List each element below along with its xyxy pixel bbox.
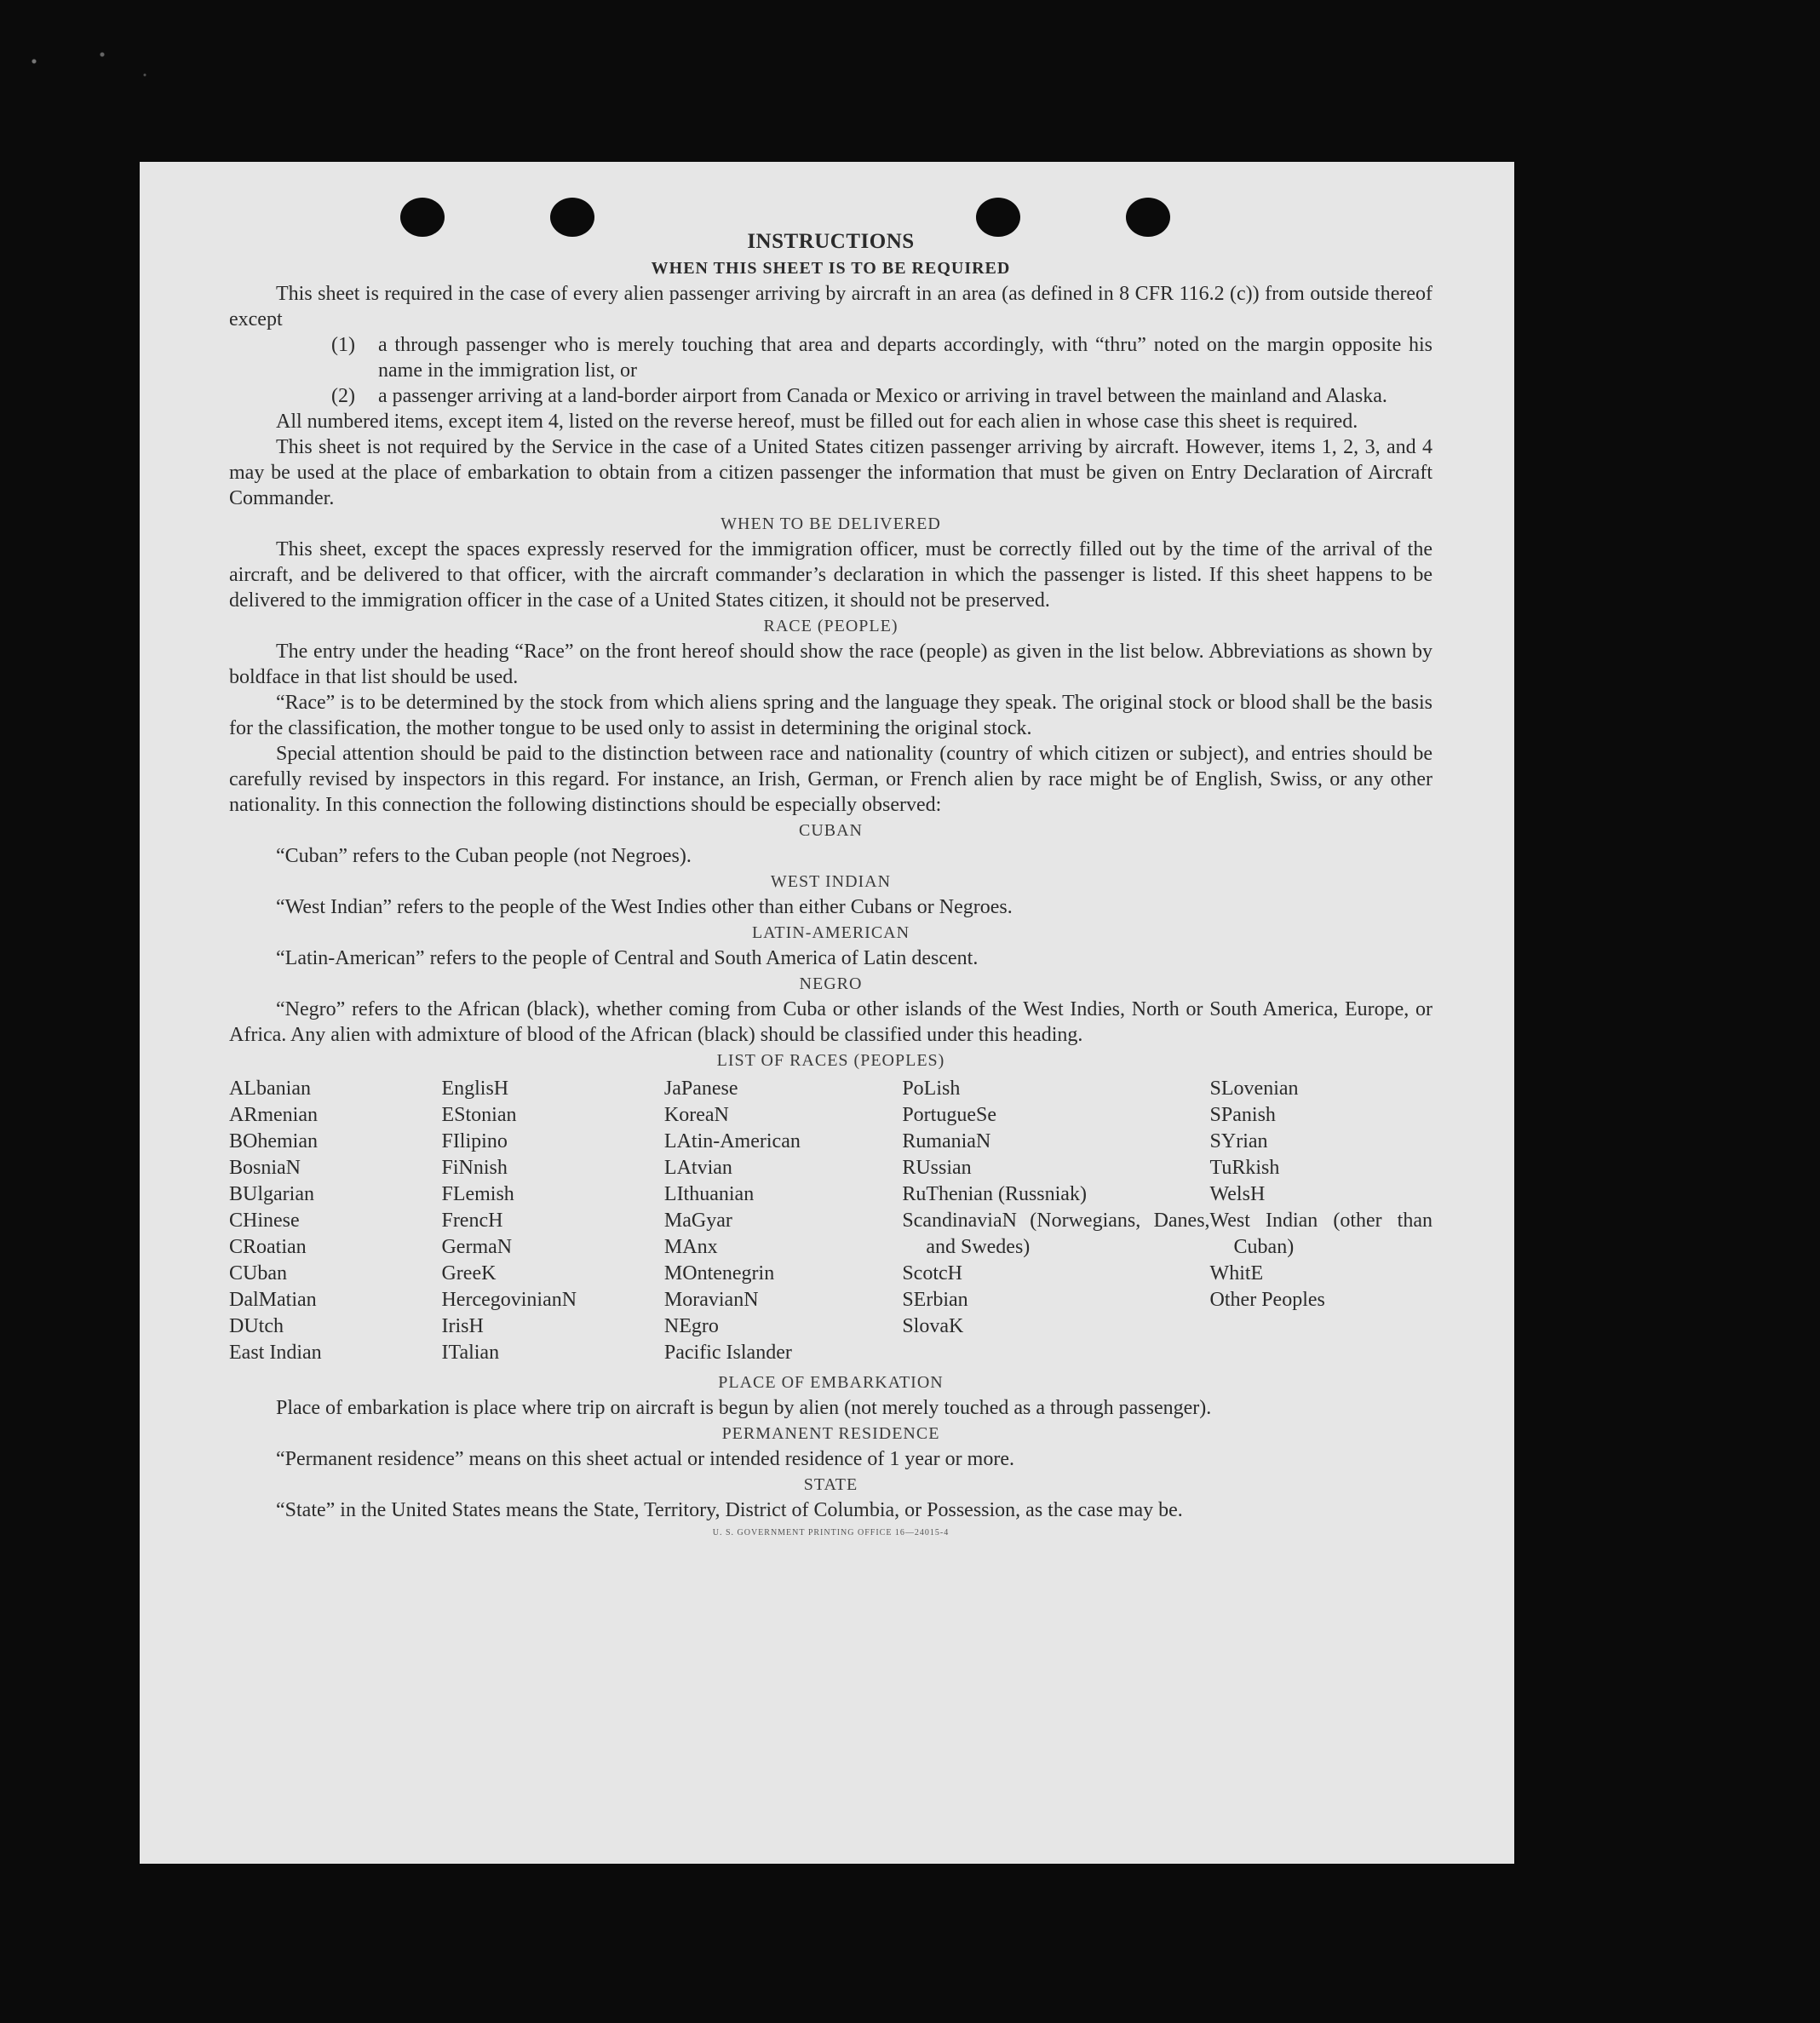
instructions-sheet bbox=[140, 162, 1514, 1864]
section-heading-west-indian: WEST INDIAN bbox=[770, 872, 892, 891]
race-item: West Indian (other than Cuban) bbox=[1209, 1210, 1432, 1258]
races-list bbox=[229, 1076, 1432, 1366]
race-item: KoreaN bbox=[663, 1104, 729, 1126]
citizen-paragraph: This sheet is not required by the Service in the case of a United States citizen passenger arriving by aircraft. However, items 1, 2, 3, and 4 may be used at the place of embarkation to obtain from a citizen passenger the information that must be given on Entry Declaration of Aircraft Commander. bbox=[229, 436, 1432, 509]
race-item: CHinese bbox=[229, 1210, 300, 1232]
races-column bbox=[229, 1076, 441, 1366]
races-column bbox=[902, 1076, 1209, 1366]
race-item: FiNnish bbox=[441, 1157, 508, 1179]
race-item: SLovenian bbox=[1209, 1078, 1299, 1100]
section-heading-latin-american: LATIN-AMERICAN bbox=[751, 923, 910, 942]
when-required-intro: This sheet is required in the case of every alien passenger arriving by aircraft in an area (as defined in 8 CFR 116.2 (c)) from outside thereof except bbox=[229, 283, 1432, 330]
section-heading-when-required: WHEN THIS SHEET IS TO BE REQUIRED bbox=[651, 259, 1011, 278]
race-item: LAtin-American bbox=[663, 1130, 801, 1152]
race-item: FIlipino bbox=[441, 1130, 508, 1152]
race-item: GreeK bbox=[441, 1262, 497, 1284]
exception-item bbox=[229, 332, 1432, 383]
state-paragraph: “State” in the United States means the State, Territory, District of Columbia, or Possession, as the case may be. bbox=[276, 1499, 1183, 1521]
race-item: BOhemian bbox=[229, 1130, 318, 1152]
numbered-items-paragraph: All numbered items, except item 4, listed on the reverse hereof, must be filled out for each alien in whose case this sheet is required. bbox=[276, 411, 1358, 433]
race-item: FrencH bbox=[441, 1210, 503, 1232]
race-item: RuThenian (Russniak) bbox=[902, 1183, 1087, 1205]
race-item: East Indian bbox=[229, 1342, 322, 1364]
races-column bbox=[1210, 1076, 1432, 1366]
section-heading-negro: NEGRO bbox=[799, 974, 863, 993]
races-column bbox=[664, 1076, 902, 1366]
race-item: SErbian bbox=[902, 1289, 968, 1311]
section-heading-state: STATE bbox=[803, 1475, 858, 1494]
race-item: WhitE bbox=[1209, 1262, 1264, 1284]
race-item: RumaniaN bbox=[902, 1130, 991, 1152]
when-delivered-paragraph: This sheet, except the spaces expressly reserved for the immigration officer, must be correctly filled out by the time of the arrival of the aircraft, and be delivered to that officer, with the aircraft commander’s declaration in which the passenger is listed. If this sheet happens to be delivered to the immigration officer in the case of a United States citizen, it should not be preserved. bbox=[229, 538, 1432, 612]
exception-text: a through passenger who is merely touching that area and departs accordingly, with “thru” noted on the margin opposite his name in the immigration list, or bbox=[378, 334, 1432, 382]
race-item: LIthuanian bbox=[663, 1183, 755, 1205]
race-item: SPanish bbox=[1209, 1104, 1276, 1126]
race-item: EStonian bbox=[441, 1104, 517, 1126]
race-item: DUtch bbox=[229, 1315, 284, 1337]
race-item: BUlgarian bbox=[229, 1183, 314, 1205]
race-item: CUban bbox=[229, 1262, 287, 1284]
residence-paragraph: “Permanent residence” means on this sheet actual or intended residence of 1 year or more. bbox=[276, 1448, 1014, 1470]
race-item: CRoatian bbox=[229, 1236, 307, 1258]
scan-artifacts bbox=[0, 34, 170, 102]
section-heading-embarkation: PLACE OF EMBARKATION bbox=[718, 1373, 944, 1392]
punch-hole bbox=[1126, 198, 1170, 237]
race-paragraph-3: Special attention should be paid to the distinction between race and nationality (country of which citizen or subject), and entries should be carefully revised by inspectors in this regard. For instance, an Irish, German, or French alien by race might be of English, Swiss, or any other nationality. In this connection the following distinctions should be especially observed: bbox=[229, 743, 1432, 816]
race-item: ScotcH bbox=[902, 1262, 962, 1284]
embarkation-paragraph: Place of embarkation is place where trip on aircraft is begun by alien (not merely touched as a through passenger). bbox=[276, 1397, 1212, 1419]
races-column bbox=[441, 1076, 663, 1366]
race-item: ScandinaviaN (Norwegians, Danes, and Swedes) bbox=[902, 1210, 1210, 1258]
section-heading-race: RACE (PEOPLE) bbox=[763, 617, 899, 635]
race-item: MaGyar bbox=[663, 1210, 732, 1232]
race-item: TuRkish bbox=[1209, 1157, 1280, 1179]
page-title: INSTRUCTIONS bbox=[747, 230, 915, 253]
exception-number: (1) bbox=[331, 334, 355, 356]
race-item: ALbanian bbox=[229, 1078, 311, 1100]
exception-text: a passenger arriving at a land-border airport from Canada or Mexico or arriving in travel between the mainland and Alaska. bbox=[378, 385, 1387, 407]
race-item: MOntenegrin bbox=[663, 1262, 775, 1284]
race-item: EnglisH bbox=[441, 1078, 509, 1100]
race-paragraph-2: “Race” is to be determined by the stock from which aliens spring and the language they speak. The original stock or blood shall be the basis for the classification, the mother tongue to be used only to assist in determining the original stock. bbox=[229, 692, 1432, 739]
punch-hole bbox=[976, 198, 1020, 237]
race-item: Other Peoples bbox=[1209, 1289, 1325, 1311]
race-item: ITalian bbox=[441, 1342, 500, 1364]
race-item: Pacific Islander bbox=[663, 1342, 792, 1364]
race-item: LAtvian bbox=[663, 1157, 732, 1179]
section-heading-when-delivered: WHEN TO BE DELIVERED bbox=[721, 514, 941, 533]
race-item: PortugueSe bbox=[902, 1104, 996, 1126]
west-indian-paragraph: “West Indian” refers to the people of the West Indies other than either Cubans or Negroes. bbox=[276, 896, 1013, 918]
race-item: DalMatian bbox=[229, 1289, 317, 1311]
section-heading-permanent-residence: PERMANENT RESIDENCE bbox=[721, 1424, 940, 1443]
race-item: RUssian bbox=[902, 1157, 972, 1179]
latin-american-paragraph: “Latin-American” refers to the people of Central and South America of Latin descent. bbox=[276, 947, 979, 969]
exception-number: (2) bbox=[331, 385, 355, 407]
race-item: PoLish bbox=[902, 1078, 961, 1100]
race-item: IrisH bbox=[441, 1315, 484, 1337]
punch-hole bbox=[400, 198, 445, 237]
punch-hole bbox=[550, 198, 594, 237]
race-item: ARmenian bbox=[229, 1104, 318, 1126]
race-item: BosniaN bbox=[229, 1157, 301, 1179]
exception-item bbox=[229, 383, 1432, 409]
negro-paragraph: “Negro” refers to the African (black), whether coming from Cuba or other islands of the West Indies, North or South America, Europe, or Africa. Any alien with admixture of blood of the African (black) should be classified under this heading. bbox=[229, 998, 1432, 1046]
section-heading-cuban: CUBAN bbox=[798, 821, 863, 840]
race-item: MAnx bbox=[663, 1236, 718, 1258]
race-item: JaPanese bbox=[663, 1078, 738, 1100]
race-item: FLemish bbox=[441, 1183, 514, 1205]
race-item: GermaN bbox=[441, 1236, 513, 1258]
race-item: NEgro bbox=[663, 1315, 719, 1337]
cuban-paragraph: “Cuban” refers to the Cuban people (not Negroes). bbox=[276, 845, 692, 867]
section-heading-list-of-races: LIST OF RACES (PEOPLES) bbox=[716, 1051, 945, 1070]
race-item: WelsH bbox=[1209, 1183, 1266, 1205]
race-paragraph-1: The entry under the heading “Race” on the front hereof should show the race (people) as given in the list below. Abbreviations as shown by boldface in that list should be used. bbox=[229, 641, 1432, 688]
race-item: SlovaK bbox=[902, 1315, 964, 1337]
race-item: HercegovinianN bbox=[441, 1289, 577, 1311]
printing-office-imprint: U. S. GOVERNMENT PRINTING OFFICE 16—24015-4 bbox=[712, 1528, 950, 1537]
race-item: SYrian bbox=[1209, 1130, 1268, 1152]
race-item: MoravianN bbox=[663, 1289, 759, 1311]
